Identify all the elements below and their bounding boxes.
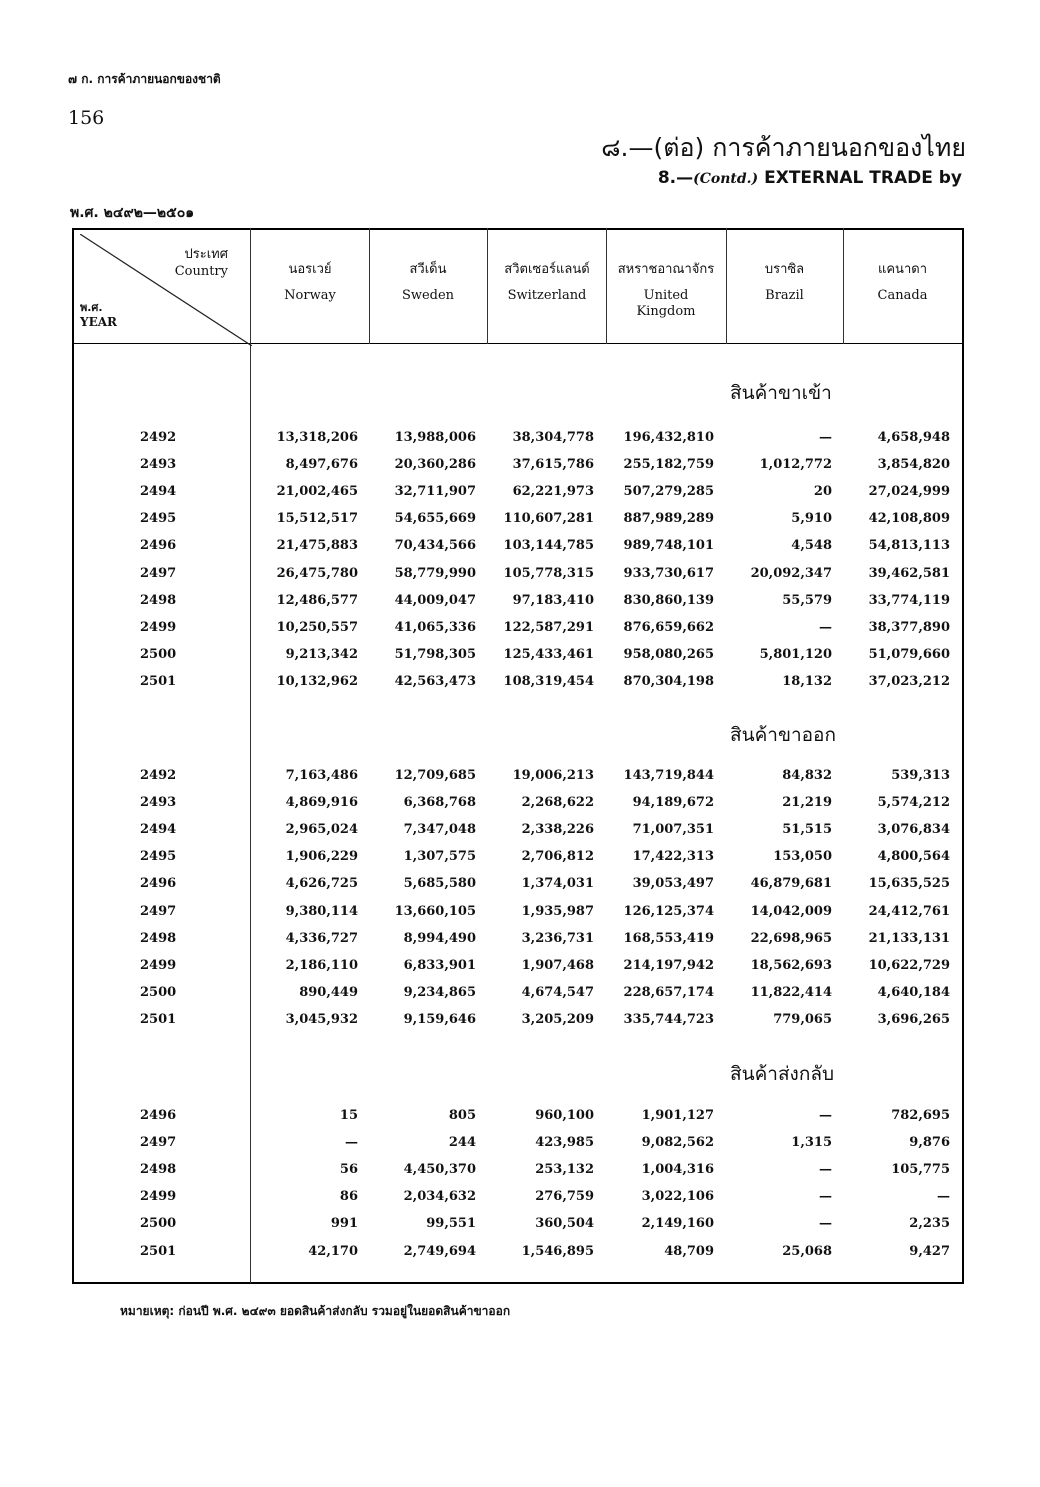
value-cell: —	[819, 1162, 832, 1178]
year-cell: 2501	[140, 1011, 177, 1027]
column-header-united-kingdom	[608, 262, 724, 320]
value-cell: 105,775	[891, 1162, 950, 1178]
column-header-th: แคนาดา	[877, 262, 927, 277]
value-cell: 9,159,646	[403, 1011, 476, 1027]
value-cell: 110,607,281	[503, 511, 594, 527]
value-cell: 9,876	[909, 1135, 950, 1151]
table-row	[80, 795, 960, 815]
value-cell: 991	[330, 1216, 358, 1232]
column-divider	[606, 228, 607, 344]
value-cell: 18,132	[782, 673, 832, 689]
year-cell: 2496	[140, 876, 177, 892]
value-cell: 507,279,285	[623, 484, 714, 500]
value-cell: 12,486,577	[276, 592, 358, 608]
year-cell: 2492	[140, 768, 177, 783]
value-cell: 13,318,206	[276, 430, 358, 445]
value-cell: —	[819, 430, 832, 445]
period-label: พ.ศ. ๒๔๙๒—๒๕๐๑	[70, 205, 195, 221]
table-row	[80, 538, 960, 558]
title-main: EXTERNAL TRADE by	[764, 168, 962, 188]
value-cell: 20,092,347	[750, 565, 832, 581]
value-cell: 9,234,865	[403, 984, 476, 1000]
value-cell: 253,132	[535, 1162, 594, 1178]
value-cell: 11,822,414	[750, 984, 832, 1000]
table-row	[80, 593, 960, 613]
value-cell: 44,009,047	[394, 592, 476, 608]
year-cell: 2496	[140, 1108, 177, 1123]
value-cell: 2,965,024	[285, 822, 358, 838]
value-cell: 12,709,685	[394, 768, 476, 783]
table-bottom-rule	[72, 1282, 964, 1284]
value-cell: 20,360,286	[394, 457, 476, 473]
value-cell: —	[345, 1135, 358, 1151]
table-title-english	[658, 168, 962, 188]
value-cell: 2,186,110	[285, 957, 358, 973]
value-cell: 1,374,031	[521, 876, 594, 892]
value-cell: 56	[339, 1162, 358, 1178]
table-left-border	[72, 228, 74, 1283]
table-row	[80, 931, 960, 951]
value-cell: 21,475,883	[276, 538, 358, 554]
column-header-th: นอรเวย์	[288, 262, 332, 277]
value-cell: 54,655,669	[394, 511, 476, 527]
corner-country-en: Country	[174, 264, 228, 279]
table-row	[80, 566, 960, 586]
column-header-th: บราซิล	[764, 262, 805, 277]
column-divider	[369, 228, 370, 344]
value-cell: 26,475,780	[276, 565, 358, 581]
value-cell: 105,778,315	[503, 565, 594, 581]
value-cell: 51,515	[782, 822, 832, 838]
value-cell: 9,082,562	[641, 1135, 714, 1151]
value-cell: 17,422,313	[632, 849, 714, 865]
value-cell: 13,988,006	[394, 430, 476, 445]
column-header-th: สวิตเซอร์แลนด์	[504, 262, 590, 277]
value-cell: 876,659,662	[623, 619, 714, 635]
value-cell: 4,640,184	[877, 984, 950, 1000]
value-cell: 125,433,461	[503, 646, 594, 662]
column-header-en: Switzerland	[507, 288, 587, 303]
table-row	[80, 822, 960, 842]
value-cell: 42,170	[308, 1243, 358, 1259]
value-cell: —	[819, 1189, 832, 1205]
column-divider	[487, 228, 488, 344]
value-cell: 890,449	[299, 984, 358, 1000]
value-cell: 51,079,660	[868, 646, 950, 662]
value-cell: 1,012,772	[759, 457, 832, 473]
table-row	[80, 1244, 960, 1264]
value-cell: 126,125,374	[623, 903, 714, 919]
value-cell: 779,065	[773, 1011, 832, 1027]
corner-year-th: พ.ศ.	[80, 301, 103, 314]
value-cell: 99,551	[426, 1216, 476, 1232]
table-row	[80, 1189, 960, 1209]
year-cell: 2499	[140, 1189, 177, 1205]
value-cell: 2,235	[909, 1216, 950, 1232]
value-cell: 54,813,113	[868, 538, 950, 554]
value-cell: 48,709	[664, 1243, 714, 1259]
value-cell: 8,994,490	[403, 930, 476, 946]
title-prefix: 8.—	[657, 168, 694, 188]
value-cell: 38,304,778	[512, 430, 594, 445]
year-cell: 2498	[140, 1162, 177, 1178]
value-cell: 55,579	[782, 592, 832, 608]
value-cell: 2,706,812	[521, 849, 594, 865]
value-cell: 3,696,265	[877, 1011, 950, 1027]
footnote: หมายเหตุ: ก่อนปี พ.ศ. ๒๔๙๓ ยอดสินค้าส่งกลับ รวมอยู่ในยอดสินค้าขาออก	[120, 1304, 511, 1318]
value-cell: 8,497,676	[285, 457, 358, 473]
value-cell: 1,906,229	[285, 849, 358, 865]
value-cell: —	[819, 1216, 832, 1232]
column-header-norway	[253, 262, 367, 304]
column-header-canada	[845, 262, 960, 304]
table-row	[80, 985, 960, 1005]
table-row	[80, 1012, 960, 1032]
year-cell: 2493	[140, 457, 177, 473]
year-cell: 2496	[140, 538, 177, 554]
section-title-exports: สินค้าขาออก	[730, 724, 836, 746]
value-cell: 335,744,723	[623, 1011, 714, 1027]
year-cell: 2497	[140, 565, 177, 581]
value-cell: 15,512,517	[276, 511, 358, 527]
value-cell: 887,989,289	[623, 511, 714, 527]
value-cell: 27,024,999	[868, 484, 950, 500]
value-cell: 2,749,694	[403, 1243, 476, 1259]
value-cell: 39,053,497	[632, 876, 714, 892]
table-row	[80, 904, 960, 924]
value-cell: 4,626,725	[285, 876, 358, 892]
value-cell: 18,562,693	[750, 957, 832, 973]
value-cell: 51,798,305	[394, 646, 476, 662]
value-cell: 10,250,557	[276, 619, 358, 635]
value-cell: 70,434,566	[394, 538, 476, 554]
column-header-en: Sweden	[401, 288, 455, 303]
value-cell: 7,347,048	[403, 822, 476, 838]
value-cell: —	[819, 619, 832, 635]
table-row	[80, 768, 960, 788]
value-cell: 21,002,465	[276, 484, 358, 500]
value-cell: 960,100	[535, 1108, 594, 1123]
year-cell: 2500	[140, 646, 177, 662]
value-cell: 86	[339, 1189, 358, 1205]
value-cell: 933,730,617	[623, 565, 714, 581]
year-cell: 2497	[140, 1135, 177, 1151]
value-cell: 37,023,212	[868, 673, 950, 689]
value-cell: 276,759	[535, 1189, 594, 1205]
value-cell: 14,042,009	[750, 903, 832, 919]
table-title-thai: ๘.—(ต่อ) การค้าภายนอกของไทย	[601, 133, 966, 162]
value-cell: 15	[339, 1108, 358, 1123]
value-cell: 103,144,785	[503, 538, 594, 554]
year-cell: 2498	[140, 930, 177, 946]
page-number: 156	[68, 107, 105, 129]
running-head: ๗ ก. การค้าภายนอกของชาติ	[68, 72, 221, 86]
value-cell: 46,879,681	[750, 876, 832, 892]
value-cell: 1,307,575	[403, 849, 476, 865]
table-row	[80, 1216, 960, 1236]
table-row	[80, 849, 960, 869]
value-cell: 1,935,987	[521, 903, 594, 919]
value-cell: 360,504	[535, 1216, 594, 1232]
column-header-en: United Kingdom	[636, 288, 696, 319]
value-cell: 4,548	[791, 538, 832, 554]
year-cell: 2499	[140, 957, 177, 973]
value-cell: 9,380,114	[285, 903, 358, 919]
value-cell: 168,553,419	[623, 930, 714, 946]
value-cell: 214,197,942	[623, 957, 714, 973]
corner-year-label	[80, 300, 117, 330]
value-cell: 3,236,731	[521, 930, 594, 946]
column-header-th: สวีเด็น	[409, 262, 447, 277]
value-cell: 4,336,727	[285, 930, 358, 946]
value-cell: 62,221,973	[512, 484, 594, 500]
value-cell: 1,315	[791, 1135, 832, 1151]
value-cell: 4,658,948	[877, 430, 950, 445]
column-header-en: Brazil	[765, 288, 804, 303]
value-cell: 94,189,672	[632, 795, 714, 811]
value-cell: 19,006,213	[512, 768, 594, 783]
value-cell: 870,304,198	[623, 673, 714, 689]
corner-country-label	[150, 246, 228, 280]
column-header-en: Canada	[877, 288, 928, 303]
value-cell: 21,219	[782, 795, 832, 811]
value-cell: 4,674,547	[521, 984, 594, 1000]
value-cell: 805	[448, 1108, 476, 1123]
year-cell: 2501	[140, 1243, 177, 1259]
value-cell: 4,450,370	[403, 1162, 476, 1178]
value-cell: 244	[448, 1135, 476, 1151]
value-cell: 108,319,454	[503, 673, 594, 689]
value-cell: 38,377,890	[868, 619, 950, 635]
value-cell: 4,869,916	[285, 795, 358, 811]
table-row	[80, 430, 960, 450]
value-cell: 24,412,761	[868, 903, 950, 919]
year-cell: 2499	[140, 619, 177, 635]
value-cell: 58,779,990	[394, 565, 476, 581]
column-header-en: Norway	[284, 288, 336, 303]
value-cell: 989,748,101	[623, 538, 714, 554]
value-cell: 71,007,351	[632, 822, 714, 838]
table-row	[80, 958, 960, 978]
value-cell: 3,854,820	[877, 457, 950, 473]
corner-year-en: YEAR	[80, 315, 117, 329]
value-cell: 3,022,106	[641, 1189, 714, 1205]
table-row	[80, 674, 960, 694]
table-row	[80, 484, 960, 504]
value-cell: 5,685,580	[403, 876, 476, 892]
table-row	[80, 1108, 960, 1128]
table-row	[80, 876, 960, 896]
value-cell: 2,149,160	[641, 1216, 714, 1232]
value-cell: 423,985	[535, 1135, 594, 1151]
column-header-switzerland	[489, 262, 605, 304]
column-divider	[843, 228, 844, 344]
value-cell: 1,004,316	[641, 1162, 714, 1178]
value-cell: 2,338,226	[521, 822, 594, 838]
value-cell: 42,563,473	[394, 673, 476, 689]
value-cell: 255,182,759	[623, 457, 714, 473]
value-cell: 41,065,336	[394, 619, 476, 635]
column-header-brazil	[728, 262, 841, 304]
column-header-sweden	[371, 262, 485, 304]
year-cell: 2494	[140, 822, 177, 838]
value-cell: 7,163,486	[285, 768, 358, 783]
year-cell: 2498	[140, 592, 177, 608]
value-cell: 37,615,786	[512, 457, 594, 473]
value-cell: 958,080,265	[623, 646, 714, 662]
table-row	[80, 647, 960, 667]
value-cell: 32,711,907	[394, 484, 476, 500]
value-cell: 5,910	[791, 511, 832, 527]
value-cell: 539,313	[891, 768, 950, 783]
value-cell: 42,108,809	[868, 511, 950, 527]
table-row	[80, 511, 960, 531]
year-cell: 2494	[140, 484, 177, 500]
value-cell: 4,800,564	[877, 849, 950, 865]
value-cell: 9,427	[909, 1243, 950, 1259]
value-cell: 6,833,901	[403, 957, 476, 973]
value-cell: 33,774,119	[868, 592, 950, 608]
year-cell: 2497	[140, 903, 177, 919]
value-cell: 196,432,810	[623, 430, 714, 445]
year-cell: 2500	[140, 984, 177, 1000]
table-row	[80, 1162, 960, 1182]
value-cell: 5,801,120	[759, 646, 832, 662]
value-cell: 2,268,622	[521, 795, 594, 811]
value-cell: 6,368,768	[403, 795, 476, 811]
value-cell: 782,695	[891, 1108, 950, 1123]
year-cell: 2493	[140, 795, 177, 811]
value-cell: 22,698,965	[750, 930, 832, 946]
table-row	[80, 620, 960, 640]
value-cell: 21,133,131	[868, 930, 950, 946]
value-cell: 13,660,105	[394, 903, 476, 919]
value-cell: 143,719,844	[623, 768, 714, 783]
value-cell: 1,901,127	[641, 1108, 714, 1123]
value-cell: 97,183,410	[512, 592, 594, 608]
table-row	[80, 1135, 960, 1155]
value-cell: —	[819, 1108, 832, 1123]
value-cell: 228,657,174	[623, 984, 714, 1000]
value-cell: 9,213,342	[285, 646, 358, 662]
value-cell: 25,068	[782, 1243, 832, 1259]
value-cell: 153,050	[773, 849, 832, 865]
table-row	[80, 457, 960, 477]
column-header-th: สหราชอาณาจักร	[617, 262, 715, 277]
table-right-border	[962, 228, 964, 1283]
value-cell: 122,587,291	[503, 619, 594, 635]
value-cell: 3,045,932	[285, 1011, 358, 1027]
section-title-imports: สินค้าขาเข้า	[730, 382, 832, 404]
value-cell: 39,462,581	[868, 565, 950, 581]
year-cell: 2495	[140, 849, 177, 865]
value-cell: 1,546,895	[521, 1243, 594, 1259]
section-title-reexports: สินค้าส่งกลับ	[730, 1063, 835, 1085]
title-contd: (Contd.)	[693, 171, 759, 187]
year-cell: 2495	[140, 511, 177, 527]
value-cell: 84,832	[782, 768, 832, 783]
value-cell: 3,205,209	[521, 1011, 594, 1027]
corner-country-th: ประเทศ	[184, 247, 228, 262]
year-cell: 2500	[140, 1216, 177, 1232]
value-cell: 10,132,962	[276, 673, 358, 689]
year-cell: 2501	[140, 673, 177, 689]
year-cell: 2492	[140, 430, 177, 445]
value-cell: 10,622,729	[868, 957, 950, 973]
value-cell: —	[937, 1189, 950, 1205]
value-cell: 15,635,525	[868, 876, 950, 892]
value-cell: 1,907,468	[521, 957, 594, 973]
column-divider	[726, 228, 727, 344]
value-cell: 2,034,632	[403, 1189, 476, 1205]
table-top-rule	[72, 228, 964, 230]
value-cell: 20	[813, 484, 832, 500]
value-cell: 3,076,834	[877, 822, 950, 838]
value-cell: 5,574,212	[877, 795, 950, 811]
value-cell: 830,860,139	[623, 592, 714, 608]
